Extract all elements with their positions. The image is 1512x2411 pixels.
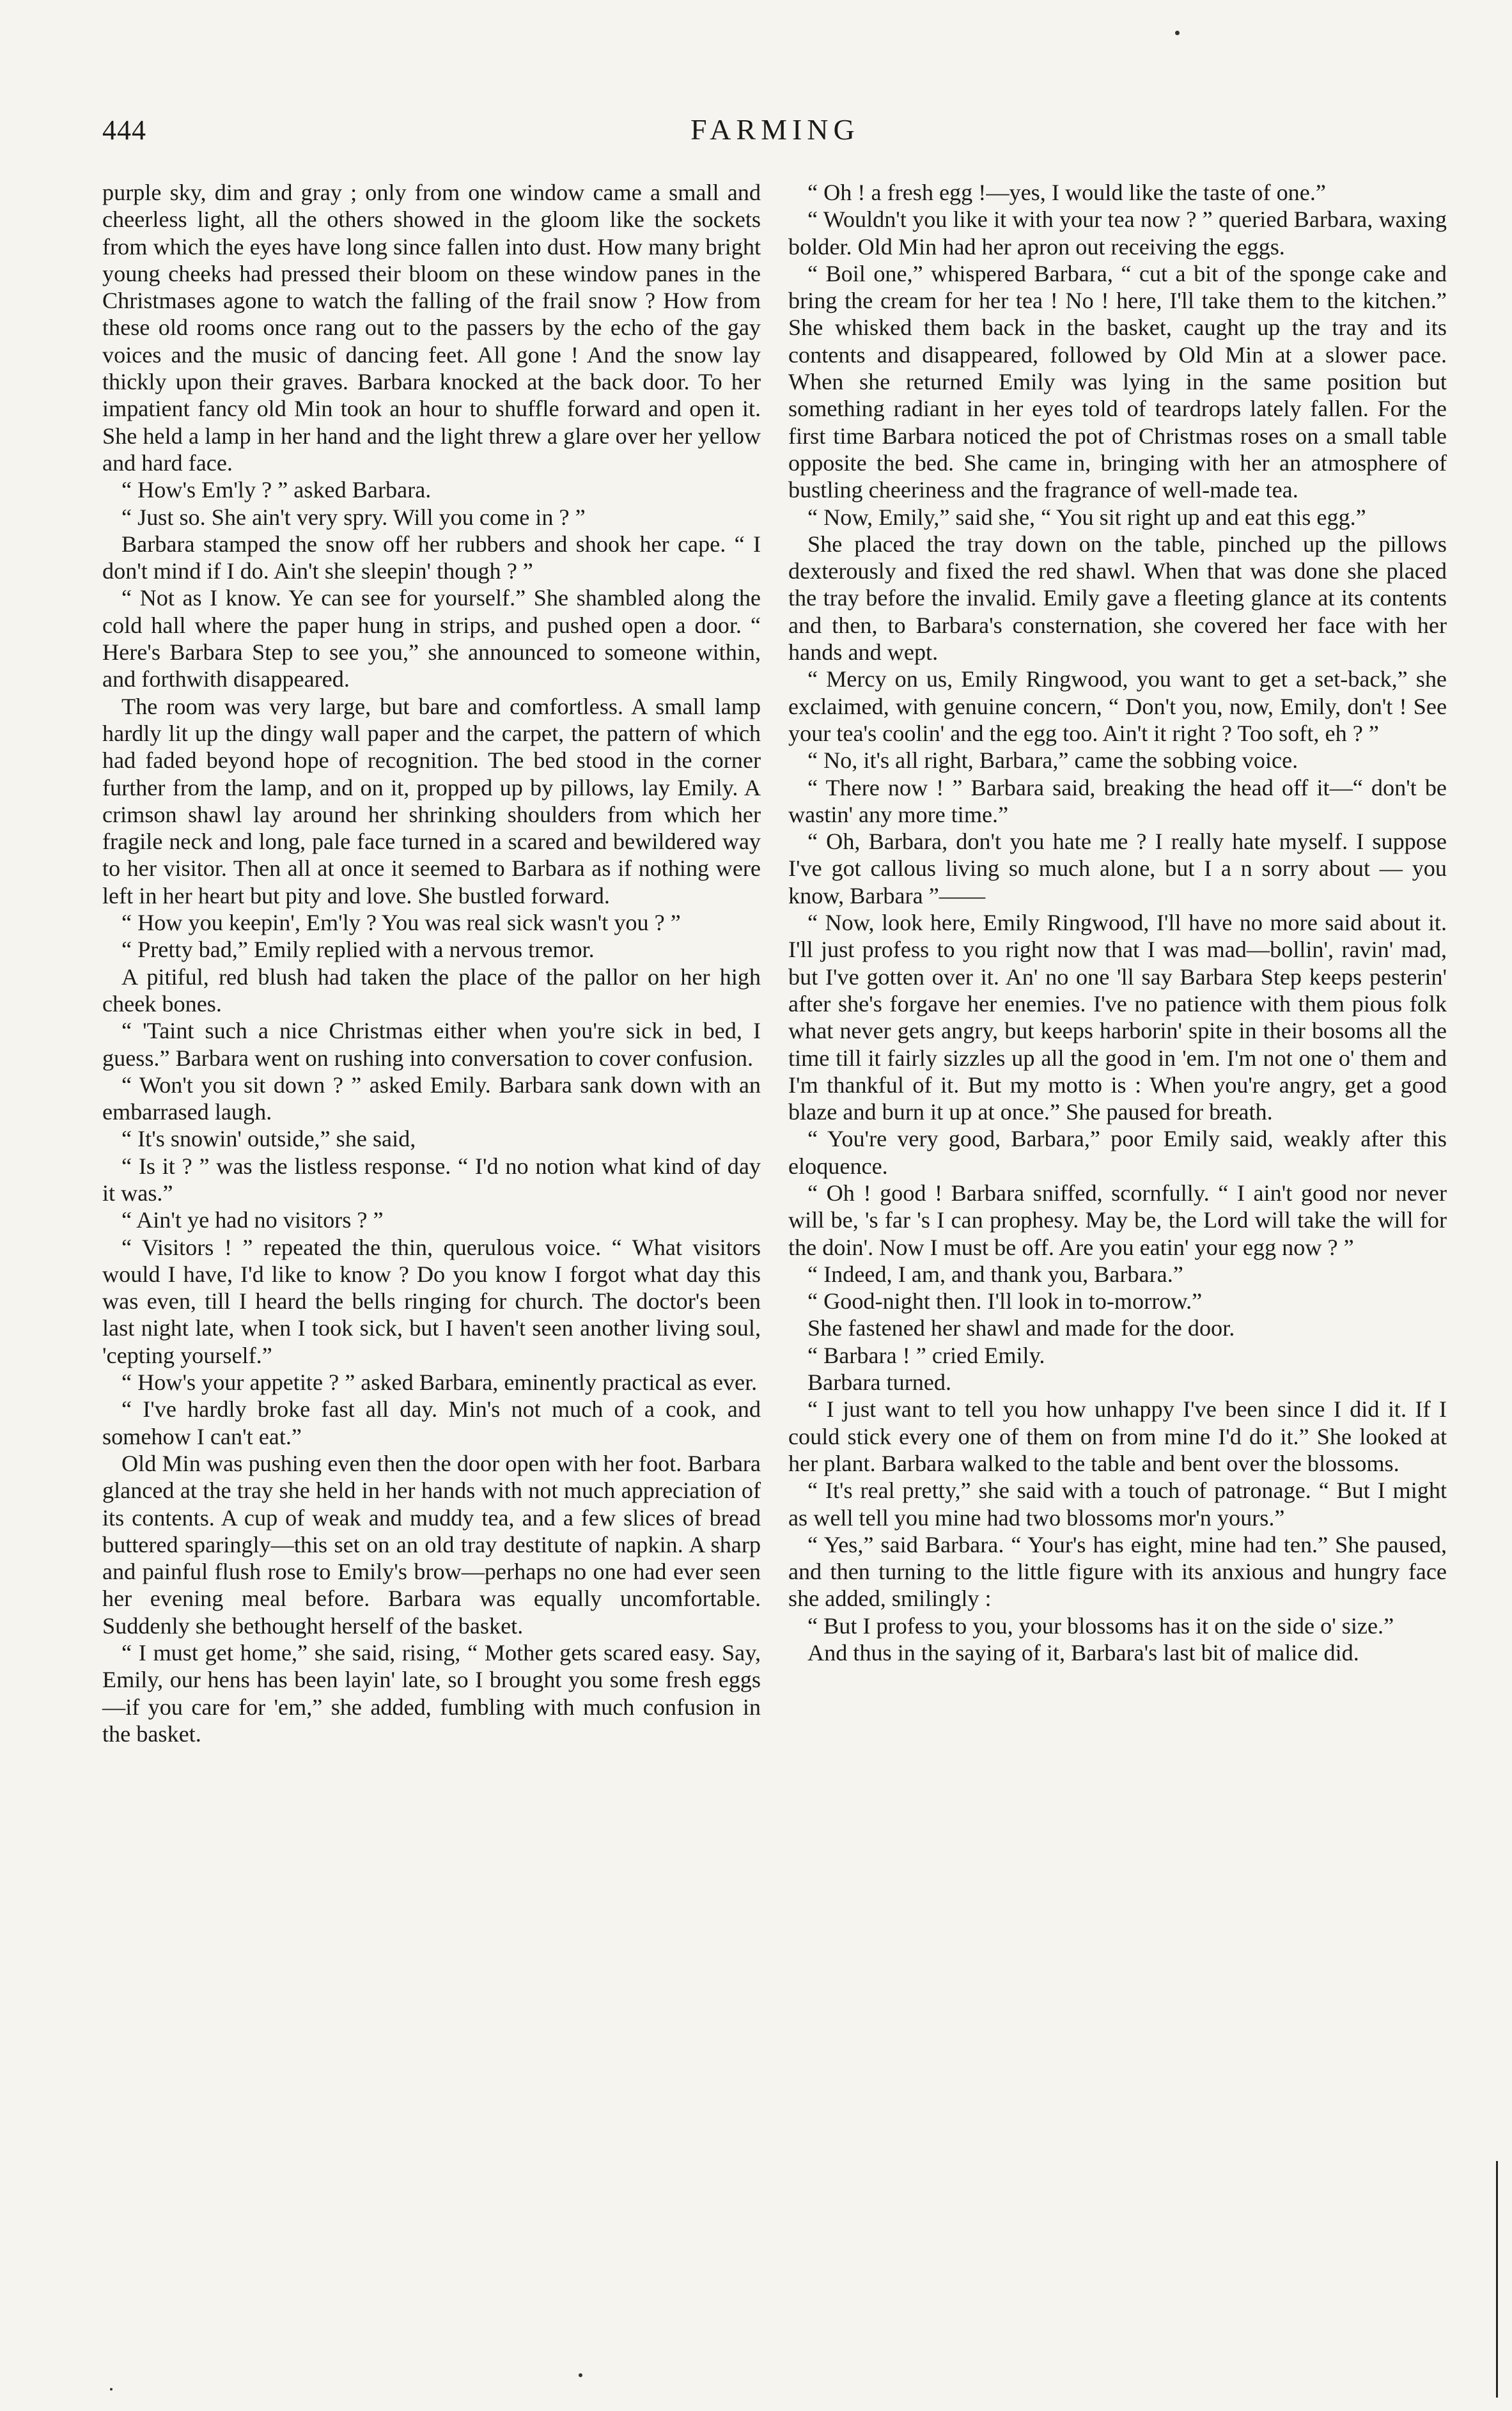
paragraph: “ Oh ! good ! Barbara sniffed, scornfully. “ I ain't good nor never will be, 's far 's I can prophesy. May be, the Lord will take the will for the doin'. Now I must be off. Are you eatin' your egg now ? ” <box>788 1180 1447 1260</box>
paragraph: Old Min was pushing even then the door open with her foot. Barbara glanced at the tray she held in her hands with not much appreciation of its contents. A cup of weak and muddy tea, and a few slices of bread buttered sparingly—this set on an old tray destitute of napkin. A sharp and painful flush rose to Emily's brow—perhaps no one had ever seen her evening meal before. Barbara was equally uncomfortable. Suddenly she bethought herself of the basket. <box>102 1450 761 1639</box>
paragraph: “ Barbara ! ” cried Emily. <box>807 1342 1045 1368</box>
paragraph: “ It's real pretty,” she said with a touch of patronage. “ But I might as well tell you mine had two blossoms mor'n yours.” <box>788 1478 1447 1531</box>
paragraph: And thus in the saying of it, Barbara's last bit of malice did. <box>807 1640 1359 1666</box>
scan-edge-line <box>1496 2161 1498 2398</box>
paragraph: “ Indeed, I am, and thank you, Barbara.” <box>807 1261 1183 1287</box>
paragraph: “ Oh ! a fresh egg !—yes, I would like the taste of one.” <box>807 180 1326 205</box>
paragraph: “ Just so. She ain't very spry. Will you come in ? ” <box>121 504 586 530</box>
ink-speck <box>110 2388 113 2391</box>
paragraph: “ I've hardly broke fast all day. Min's not much of a cook, and somehow I can't eat.” <box>102 1396 761 1449</box>
page-header <box>102 114 1445 152</box>
paragraph: “ Now, Emily,” said she, “ You sit right up and eat this egg.” <box>807 504 1366 530</box>
ink-speck <box>579 2373 582 2377</box>
paragraph: “ But I profess to you, your blossoms has it on the side o' size.” <box>807 1612 1394 1639</box>
paragraph: Barbara turned. <box>807 1369 952 1396</box>
paragraph: “ Not as I know. Ye can see for yourself.” She shambled along the cold hall where the paper hung in strips, and pushed open a door. “ Here's Barbara Step to see you,” she announced to someone within, and forthwith disappeared. <box>102 585 761 692</box>
paragraph: “ Visitors ! ” repeated the thin, querulous voice. “ What visitors would I have, I'd like to know ? Do you know I forgot what day this was even, till I heard the bells ringing for church. The doctor's been last night late, when I took sick, but I haven't seen another living soul, 'cepting yourself.” <box>102 1234 761 1368</box>
paragraph: “ I must get home,” she said, rising, “ Mother gets scared easy. Say, Emily, our hens has been layin' late, so I brought you some fresh eggs—if you care for 'em,” she added, fumbling with much confusion in the basket. <box>102 1640 761 1747</box>
right-column <box>788 179 1447 1666</box>
paragraph: “ 'Taint such a nice Christmas either when you're sick in bed, I guess.” Barbara went on rushing into conversation to cover confusion. <box>102 1018 761 1071</box>
paragraph: A pitiful, red blush had taken the place of the pallor on her high cheek bones. <box>102 964 761 1017</box>
paragraph: “ How's Em'ly ? ” asked Barbara. <box>121 477 432 503</box>
paragraph: “ No, it's all right, Barbara,” came the sobbing voice. <box>807 747 1298 774</box>
paragraph: “ Wouldn't you like it with your tea now ? ” queried Barbara, waxing bolder. Old Min had her apron out receiving the eggs. <box>788 207 1447 260</box>
paragraph: “ Yes,” said Barbara. “ Your's has eight, mine had ten.” She paused, and then turning to the little figure with its anxious and hungry face she added, smilingly : <box>788 1531 1447 1612</box>
paragraph: “ How you keepin', Em'ly ? You was real sick wasn't you ? ” <box>121 910 681 936</box>
paragraph: purple sky, dim and gray ; only from one window came a small and cheerless light, all the others showed in the gloom like the sockets from which the eyes have long since fallen into dust. How many bright young cheeks had pressed their bloom on these window panes in the Christmases agone to watch the falling of the frail snow ? How from these old rooms once rang out to the passers by the echo of the gay voices and the music of dancing feet. All gone ! And the snow lay thickly upon their graves. Barbara knocked at the back door. To her impatient fancy old Min took an hour to shuffle forward and open it. She held a lamp in her hand and the light threw a glare over her yellow and hard face. <box>102 180 761 476</box>
paragraph: “ Pretty bad,” Emily replied with a nervous tremor. <box>121 937 595 963</box>
paragraph: “ It's snowin' outside,” she said, <box>121 1126 416 1152</box>
paragraph: “ Boil one,” whispered Barbara, “ cut a bit of the sponge cake and bring the cream for her tea ! No ! here, I'll take them to the kitchen.” She whisked them back in the basket, caught up the tray and its contents and disappeared, followed by Old Min at a slower pace. When she returned Emily was lying in the same position but something radiant in her eyes told of teardrops lately fallen. For the first time Barbara noticed the pot of Christmas roses on a small table opposite the bed. She came in, bringing with her an atmosphere of bustling cheeriness and the fragrance of well-made tea. <box>788 260 1447 503</box>
paragraph: She placed the tray down on the table, pinched up the pillows dexterously and fixed the red shawl. When that was done she placed the tray before the invalid. Emily gave a fleeting glance at its contents and then, to Barbara's consternation, she covered her face with her hands and wept. <box>788 531 1447 666</box>
paragraph: “ You're very good, Barbara,” poor Emily said, weakly after this eloquence. <box>788 1126 1447 1179</box>
paragraph: “ Oh, Barbara, don't you hate me ? I really hate myself. I suppose I've got callous living so much alone, but I a n sorry about — you know, Barbara ”—— <box>788 829 1447 909</box>
paragraph: “ Ain't ye had no visitors ? ” <box>121 1207 384 1233</box>
paragraph: “ There now ! ” Barbara said, breaking the head off it—“ don't be wastin' any more time.” <box>788 774 1447 827</box>
page-number: 444 <box>102 114 146 146</box>
left-column <box>102 179 761 1747</box>
paragraph: “ I just want to tell you how unhappy I've been since I did it. If I could stick every one of them on from mine I'd do it.” She looked at her plant. Barbara walked to the table and bent over the blossoms. <box>788 1396 1447 1476</box>
ink-speck <box>1175 31 1180 35</box>
paragraph: “ Good-night then. I'll look in to-morrow.” <box>807 1288 1203 1315</box>
paragraph: “ Won't you sit down ? ” asked Emily. Barbara sank down with an embarrased laugh. <box>102 1072 761 1125</box>
paragraph: “ How's your appetite ? ” asked Barbara, eminently practical as ever. <box>121 1369 758 1396</box>
paragraph: “ Now, look here, Emily Ringwood, I'll have no more said about it. I'll just profess to you right now that I was mad—bollin', ravin' mad, but I've gotten over it. An' no one 'll say Barbara Step keeps pesterin' after she's forgave her enemies. I've no patience with them pious folk what never gets angry, but keeps harborin' spite in their bosoms all the time till it fairly sizzles up all the good in 'em. I'm not one o' them and I'm thankful of it. But my motto is : When you're angry, get a good blaze and burn it up at once.” She paused for breath. <box>788 910 1447 1125</box>
running-title: FARMING <box>690 113 860 146</box>
paragraph: She fastened her shawl and made for the door. <box>807 1315 1235 1341</box>
paragraph: The room was very large, but bare and comfortless. A small lamp hardly lit up the dingy wall paper and the carpet, the pattern of which had faded beyond hope of recognition. The bed stood in the corner further from the lamp, and on it, propped up by pillows, lay Emily. A crimson shawl lay around her shrinking shoulders from which her fragile neck and long, pale face turned in a scared and bewildered way to her visitor. Then all at once it seemed to Barbara as if nothing were left in her heart but pity and love. She bustled forward. <box>102 693 761 909</box>
paragraph: “ Is it ? ” was the listless response. “ I'd no notion what kind of day it was.” <box>102 1153 761 1206</box>
paragraph: “ Mercy on us, Emily Ringwood, you want to get a set-back,” she exclaimed, with genuine concern, “ Don't you, now, Emily, don't ! See your tea's coolin' and the egg too. Ain't it right ? Too soft, eh ? ” <box>788 666 1447 746</box>
paragraph: Barbara stamped the snow off her rubbers and shook her cape. “ I don't mind if I do. Ain't she sleepin' though ? ” <box>102 531 761 584</box>
